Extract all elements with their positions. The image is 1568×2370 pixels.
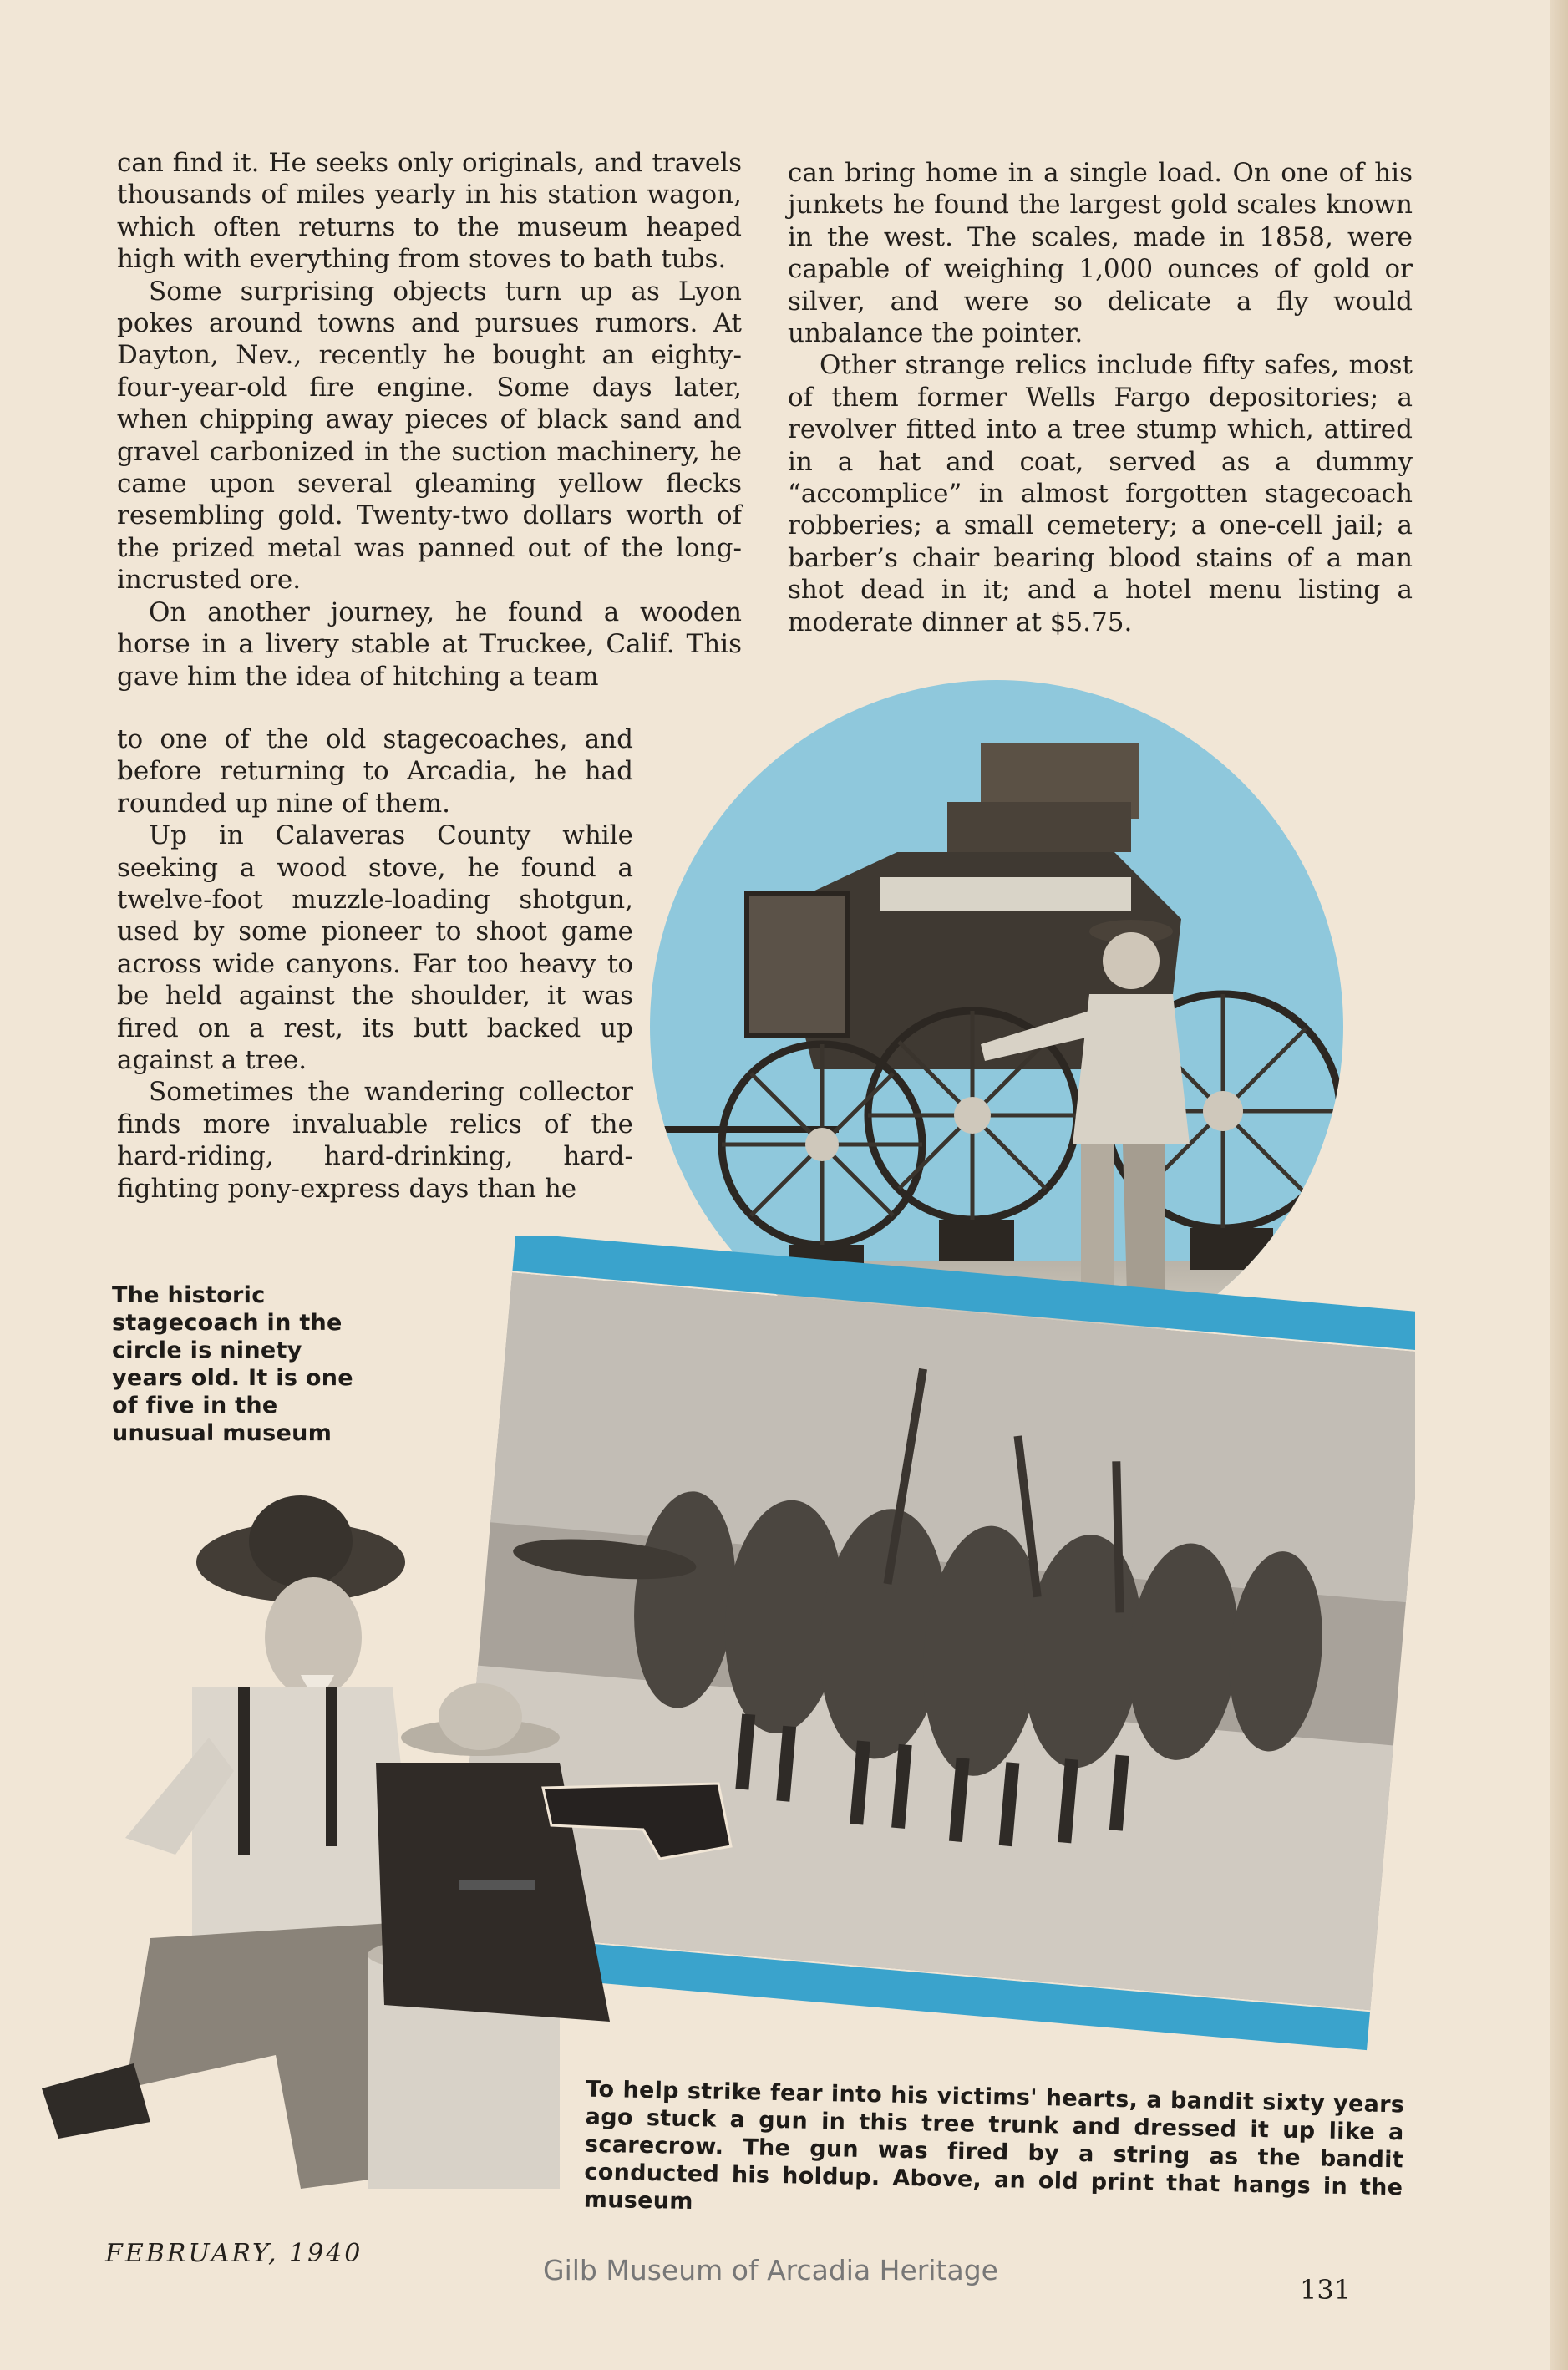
caption-stagecoach: The historic stagecoach in the circle is ninety years old. It is one of five in the unusual museum — [112, 1282, 353, 1446]
article-column-left-bottom — [117, 723, 633, 1205]
paragraph: Other strange relics include fifty safes, most of them former Wells Fargo depositories; a revolver fitted into a tree stump which, attired in a hat and coat, served as a dummy “accomplice” in almost forgotten stagecoach robberies; a small cemetery; a one-cell jail; a barber’s chair bearing blood stains of a man shot dead in it; and a hotel menu listing a moderate dinner at $5.75. — [788, 350, 1413, 637]
article-column-right — [788, 157, 1413, 638]
footer-date: FEBRUARY, 1940 — [105, 2239, 363, 2268]
watermark: Gilb Museum of Arcadia Heritage — [543, 2254, 998, 2286]
paragraph: can find it. He seeks only originals, and travels thousands of miles yearly in his station wagon, which often returns to the museum heaped high with everything from stoves to bath tubs. — [117, 148, 742, 275]
page-edge — [1550, 0, 1568, 2370]
article-column-left-top — [117, 147, 742, 693]
paragraph: On another journey, he found a wooden horse in a livery stable at Truckee, Calif. This gave him the idea of hitching a team — [117, 596, 742, 692]
caption-bandit: To help strike fear into his victims' hearts, a bandit sixty years ago stuck a gun in this tree trunk and dressed it up like a scarecrow. The gun was fired by a string as the bandit conducted his holdup. Above, an old print that hangs in the museum — [583, 2076, 1405, 2215]
paragraph: can bring home in a single load. On one of his junkets he found the largest gold scales known in the west. The scales, made in 1858, were capable of weighing 1,000 ounces of gold or silver, and were so delicate a fly would unbalance the pointer. — [788, 158, 1413, 349]
paragraph: to one of the old stagecoaches, and before returning to Arcadia, he had rounded up nine of them. — [117, 724, 633, 819]
page-number: 131 — [1300, 2274, 1352, 2306]
paragraph: Sometimes the wandering collector finds more invaluable relics of the hard-riding, hard-drinking, hard-fighting pony-express days than he — [117, 1077, 633, 1204]
paragraph: Some surprising objects turn up as Lyon pokes around towns and pursues rumors. At Dayton, Nev., recently he bought an eighty-four-year-old fire engine. Some days later, when chipping away pieces of black sand and gravel carbonized in the suction machinery, he came upon several gleaming yellow flecks resembling gold. Twenty-two dollars worth of the prized metal was panned out of the long-incrusted ore. — [117, 276, 742, 596]
paragraph: Up in Calaveras County while seeking a wood stove, he found a twelve-foot muzzle-loading shotgun, used by some pioneer to shoot game across wide canyons. Far too heavy to be held against the shoulder, it was fired on a rest, its butt backed up against a tree. — [117, 820, 633, 1076]
